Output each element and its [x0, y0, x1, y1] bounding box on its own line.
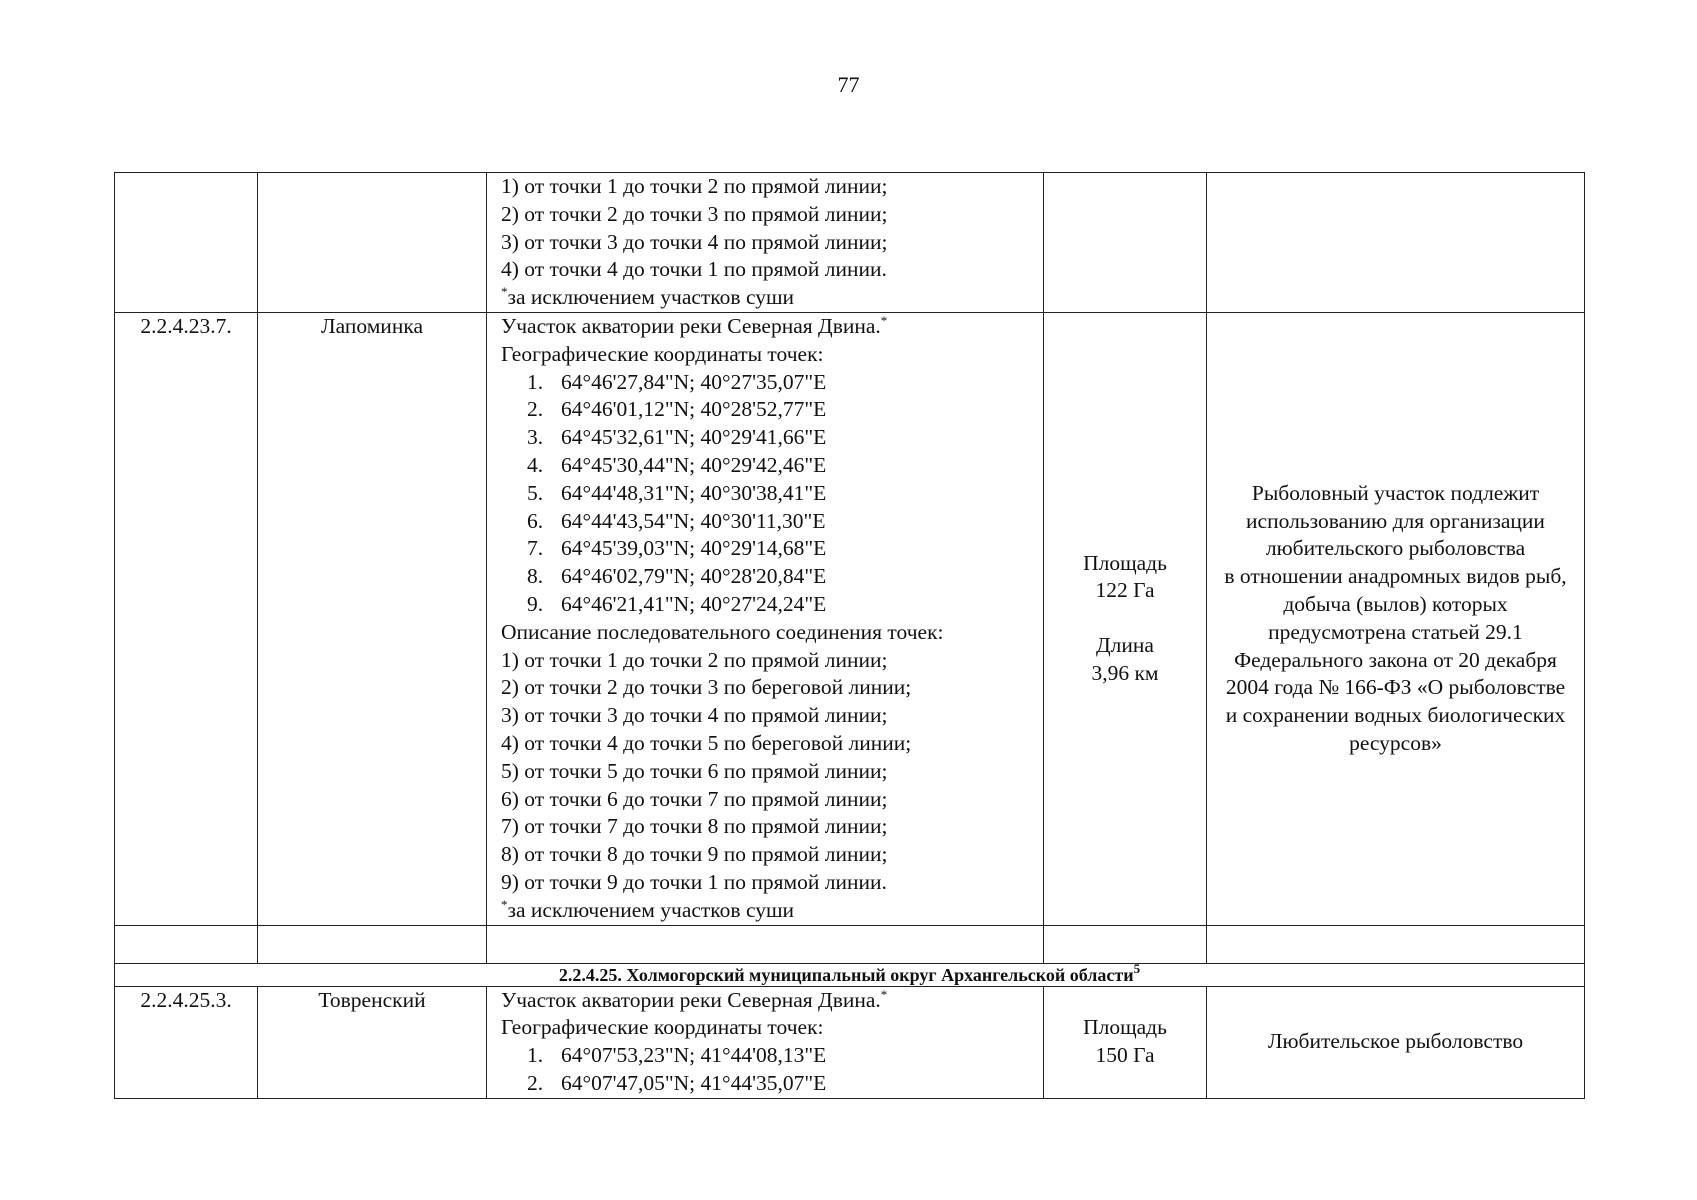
- empty-cell: [487, 925, 1044, 963]
- purpose-cell: [1207, 173, 1585, 313]
- table-row: [115, 312, 1585, 925]
- coordinate-item: [501, 1070, 1043, 1098]
- title-mark: *: [880, 312, 888, 328]
- point-number: 9.: [527, 591, 544, 616]
- footnote-text: за исключением участков суши: [507, 897, 795, 922]
- footnote-mark: *: [501, 896, 508, 912]
- area-title: [501, 987, 1043, 1015]
- purpose-line: любительского рыболовства: [1265, 536, 1526, 561]
- point-number: 7.: [527, 536, 544, 561]
- coordinate-item: [501, 563, 1043, 591]
- area-label: Площадь: [1083, 550, 1167, 575]
- point-number: 2.: [527, 397, 544, 422]
- connection-line: 2) от точки 2 до точки 3 по прямой линии;: [501, 201, 888, 226]
- point-coords: 64°45'30,44"N; 40°29'42,46"E: [561, 452, 827, 477]
- fishing-areas-table: [114, 172, 1585, 1099]
- point-number: 8.: [527, 564, 544, 589]
- point-number: 4.: [527, 452, 544, 477]
- coordinate-item: [501, 591, 1043, 619]
- connection-line: 9) от точки 9 до точки 1 по прямой линии.: [501, 869, 887, 894]
- connect-label: Описание последовательного соединения точек:: [501, 619, 944, 644]
- point-coords: 64°45'32,61"N; 40°29'41,66"E: [561, 425, 827, 450]
- point-coords: 64°46'02,79"N; 40°28'20,84"E: [561, 564, 827, 589]
- coordinate-item: [501, 396, 1043, 424]
- section-header-row: [115, 963, 1585, 986]
- purpose-line: ресурсов»: [1349, 730, 1442, 755]
- coordinate-item: [501, 480, 1043, 508]
- coordinate-item: [501, 508, 1043, 536]
- title-mark: *: [880, 986, 888, 1002]
- point-coords: 64°46'01,12"N; 40°28'52,77"E: [561, 397, 827, 422]
- connection-line: 1) от точки 1 до точки 2 по прямой линии;: [501, 174, 888, 198]
- point-coords: 64°07'53,23"N; 41°44'08,13"E: [561, 1043, 827, 1068]
- connection-line: 6) от точки 6 до точки 7 по прямой линии;: [501, 786, 888, 811]
- name-cell: [258, 173, 487, 313]
- code-cell: [115, 173, 258, 313]
- empty-cell: [1044, 925, 1207, 963]
- point-coords: 64°45'39,03"N; 40°29'14,68"E: [561, 536, 827, 561]
- footnote-line: [501, 284, 1043, 312]
- empty-cell: [115, 925, 258, 963]
- point-number: 3.: [527, 425, 544, 450]
- empty-row: [115, 925, 1585, 963]
- area-cell: [1044, 986, 1207, 1098]
- point-coords: 64°07'47,05"N; 41°44'35,07"E: [561, 1070, 827, 1095]
- section-title-text: 2.2.4.25. Холмогорский муниципальный округ Архангельской области: [558, 964, 1134, 985]
- connection-line: 5) от точки 5 до точки 6 по прямой линии;: [501, 758, 888, 783]
- connection-line: 3) от точки 3 до точки 4 по прямой линии;: [501, 703, 888, 728]
- connection-line: 7) от точки 7 до точки 8 по прямой линии;: [501, 814, 888, 839]
- length-value: 3,96 км: [1091, 661, 1159, 686]
- purpose-line: использованию для организации: [1246, 508, 1545, 533]
- name-cell: Лапоминка: [258, 312, 487, 925]
- purpose-line: 2004 года № 166-ФЗ «О рыболовстве: [1225, 675, 1566, 700]
- purpose-line: Федерального закона от 20 декабря: [1234, 647, 1557, 672]
- connection-line: 4) от точки 4 до точки 1 по прямой линии.: [501, 257, 887, 282]
- purpose-line: и сохранении водных биологических: [1225, 703, 1566, 728]
- point-coords: 64°44'48,31"N; 40°30'38,41"E: [561, 480, 827, 505]
- area-value: 122 Га: [1095, 578, 1155, 603]
- table-row: [115, 173, 1585, 313]
- area-title-text: Участок акватории реки Северная Двина.: [501, 987, 881, 1012]
- purpose-line: Рыболовный участок подлежит: [1251, 480, 1540, 505]
- point-coords: 64°46'27,84"N; 40°27'35,07"E: [561, 369, 827, 394]
- connection-line: 3) от точки 3 до точки 4 по прямой линии;: [501, 229, 888, 254]
- connection-line: 4) от точки 4 до точки 5 по береговой линии;: [501, 730, 912, 755]
- purpose-cell: [1207, 312, 1585, 925]
- empty-cell: [1207, 925, 1585, 963]
- coords-label: Географические координаты точек:: [501, 1015, 824, 1040]
- point-coords: 64°44'43,54"N; 40°30'11,30"E: [561, 508, 826, 533]
- area-cell: [1044, 173, 1207, 313]
- description-cell: [487, 312, 1044, 925]
- page-number: 77: [837, 72, 860, 97]
- area-title: [501, 313, 1043, 341]
- connection-line: 8) от точки 8 до точки 9 по прямой линии;: [501, 842, 888, 867]
- coordinate-item: [501, 452, 1043, 480]
- point-number: 6.: [527, 508, 544, 533]
- area-value: 150 Га: [1095, 1043, 1155, 1068]
- connection-line: 2) от точки 2 до точки 3 по береговой линии;: [501, 675, 912, 700]
- area-label: Площадь: [1083, 1015, 1167, 1040]
- purpose-line: в отношении анадромных видов рыб,: [1224, 564, 1567, 589]
- description-cell: [487, 986, 1044, 1098]
- footnote-text: за исключением участков суши: [507, 285, 795, 310]
- coordinate-item: [501, 424, 1043, 452]
- name-cell: Товренский: [258, 986, 487, 1098]
- point-coords: 64°46'21,41"N; 40°27'24,24"E: [561, 591, 827, 616]
- point-number: 1.: [527, 369, 544, 394]
- purpose-line: предусмотрена статьей 29.1: [1268, 619, 1523, 644]
- code-cell: 2.2.4.25.3.: [115, 986, 258, 1098]
- section-title: [115, 960, 1585, 986]
- coords-label: Географические координаты точек:: [501, 341, 824, 366]
- code-cell: 2.2.4.23.7.: [115, 312, 258, 925]
- coordinate-item: [501, 369, 1043, 397]
- connection-line: 1) от точки 1 до точки 2 по прямой линии;: [501, 647, 888, 672]
- table-row: [115, 986, 1585, 1098]
- point-number: 5.: [527, 480, 544, 505]
- purpose-cell: Любительское рыболовство: [1207, 986, 1585, 1098]
- area-title-text: Участок акватории реки Северная Двина.: [501, 313, 881, 338]
- area-cell: [1044, 312, 1207, 925]
- purpose-line: добыча (вылов) которых: [1283, 591, 1508, 616]
- coordinate-item: [501, 535, 1043, 563]
- point-number: 1.: [527, 1043, 544, 1068]
- empty-cell: [258, 925, 487, 963]
- coordinate-item: [501, 1042, 1043, 1070]
- footnote-line: [501, 897, 1043, 925]
- point-number: 2.: [527, 1070, 544, 1095]
- description-cell: [487, 173, 1044, 313]
- section-footnote-mark: 5: [1133, 960, 1141, 976]
- length-label: Длина: [1096, 633, 1154, 658]
- footnote-mark: *: [501, 284, 508, 300]
